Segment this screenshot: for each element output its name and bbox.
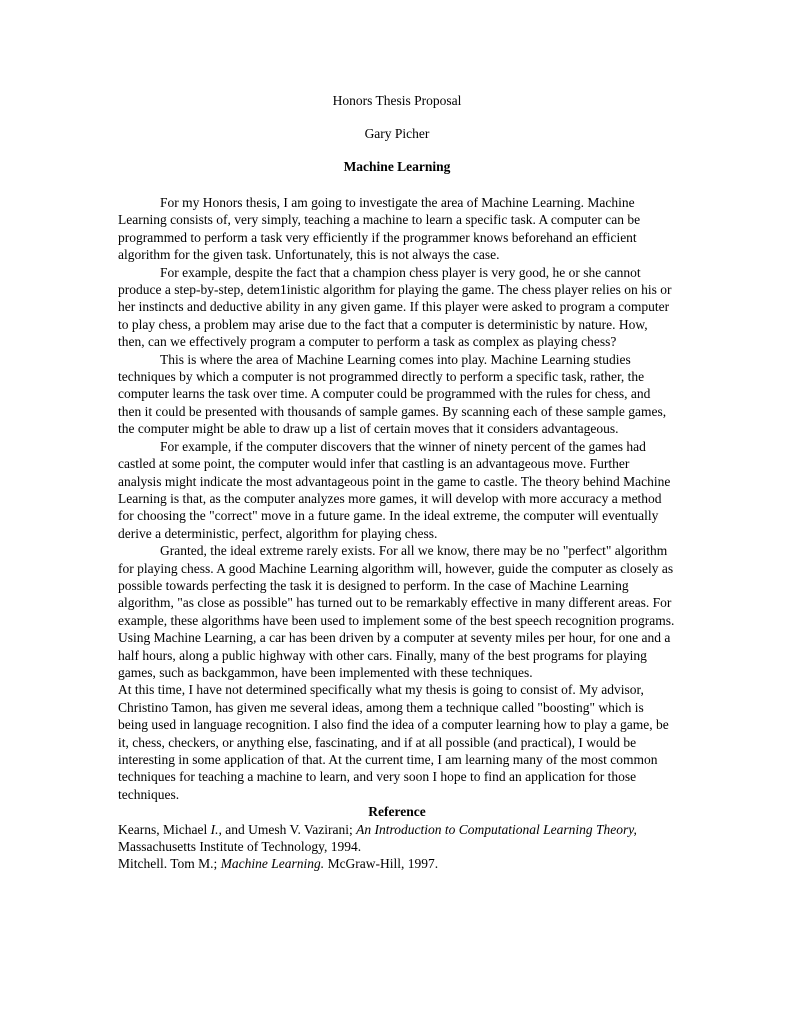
reference-entry [118, 821, 676, 856]
closing-paragraph: At this time, I have not determined specifically what my thesis is going to consist of. My advisor, Christino Tamon, has given me several ideas, among them a technique called "boosting" which is being used in language recognition. I also find the idea of a computer learning how to play a game, be it, chess, checkers, or anything else, fascinating, and if at all possible (and practical), I would be interesting in some application of that. At the current time, I am learning many of the most common techniques for teaching a machine to learn, and very soon I hope to find an application for those techniques. [118, 682, 669, 802]
reference-title: An Introduction to Computational Learning Theory, [356, 821, 637, 837]
paragraph: For example, despite the fact that a champion chess player is very good, he or she cannot produce a step-by-step, detem1inistic algorithm for playing the game. The chess player relies on his or her instincts and deductive ability in any given game. If this player were asked to program a computer to play chess, a problem may arise due to the fact that a computer is deterministic by nature. How, then, can we effectively program a computer to perform a task as complex as playing chess? [118, 264, 672, 350]
reference-authors: Mitchell. Tom M.; [118, 856, 221, 872]
paragraph: Granted, the ideal extreme rarely exists. For all we know, there may be no "perfect" algorithm for playing chess. A good Machine Learning algorithm will, however, guide the computer as closely as possible towards perfecting the task it is designed to perform. In the case of Machine Learning algorithm, "as close as possible" has turned out to be remarkably effective in many different areas. For example, these algorithms have been used to implement some of the best speech recognition programs. Using Machine Learning, a car has been driven by a computer at seventy miles per hour, for one and a half hours, along a public highway with other cars. Finally, many of the best programs for playing games, such as backgammon, have been implemented with these techniques. [118, 543, 675, 680]
paragraph: For my Honors thesis, I am going to investigate the area of Machine Learning. Machine Learning consists of, very simply, teaching a machine to learn a specific task. A computer can be programmed to perform a task very efficiently if the programmer knows beforehand an efficient algorithm for the given task. Unfortunately, this is not always the case. [118, 195, 641, 263]
paragraph: For example, if the computer discovers that the winner of ninety percent of the games had castled at some point, the computer would infer that castling is an advantageous move. Further analysis might indicate the most advantageous point in the game to castle. The theory behind Machine Learning is that, as the computer analyzes more games, it will develop with more accuracy a method for choosing the "correct" move in a future game. In the ideal extreme, the computer will eventually derive a deterministic, perfect, algorithm for playing chess. [118, 438, 671, 541]
document-body [118, 194, 676, 873]
document-title: Machine Learning [343, 159, 451, 174]
header-line-author: Gary Picher [364, 126, 430, 141]
reference-initial: I., [210, 821, 222, 837]
paragraph: This is where the area of Machine Learning comes into play. Machine Learning studies techniques by which a computer is not programmed directly to perform a specific task, rather, the computer learns the task over time. A computer could be programmed with the rules for chess, and then it could be presented with thousands of sample games. By scanning each of these sample games, the computer might be able to draw up a list of certain moves that it considers advantageous. [118, 351, 667, 437]
page-content [118, 92, 676, 873]
reference-authors: Kearns, Michael [118, 821, 208, 837]
header-line-course: Honors Thesis Proposal [332, 93, 462, 108]
reference-authors-cont: and Umesh V. Vazirani; [221, 821, 357, 837]
reference-heading: Reference [368, 804, 426, 820]
reference-publisher: McGraw-Hill, 1997. [324, 856, 439, 872]
reference-publisher: Massachusetts Institute of Technology, 1994. [118, 839, 362, 855]
reference-title: Machine Learning. [220, 856, 325, 872]
reference-entry [118, 855, 676, 872]
